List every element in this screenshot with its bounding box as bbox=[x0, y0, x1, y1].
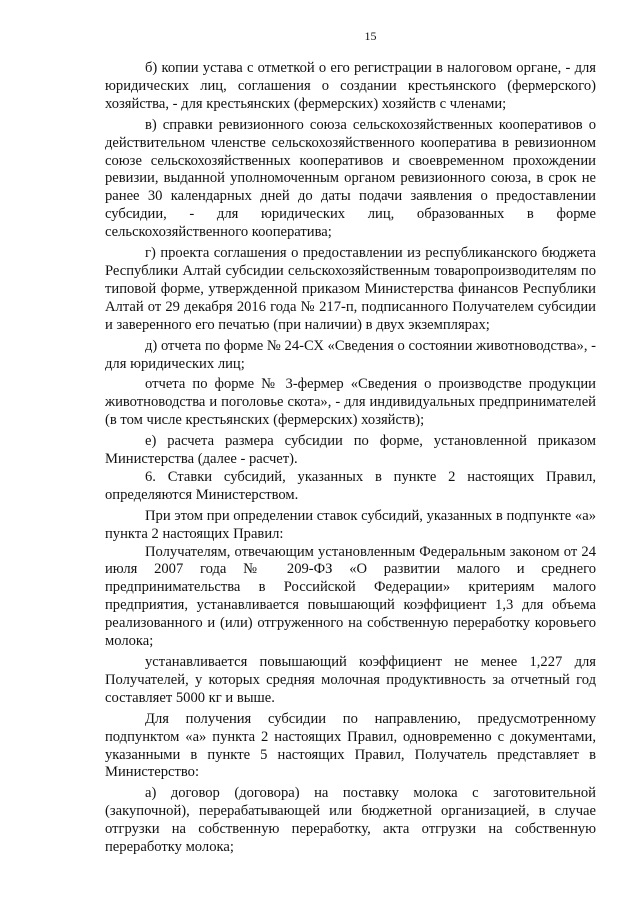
paragraph-b-charter: б) копии устава с отметкой о его регистрации в налоговом органе, - для юридических лиц, соглашения о создании крестьянского (фермерского) хозяйства, - для крестьянских (фермерских) хозяйств с членами; bbox=[105, 60, 596, 112]
paragraph-rates-determination: При этом при определении ставок субсидий, указанных в подпункте «а» пункта 2 настоящих Правил: bbox=[105, 507, 596, 542]
paragraph-documents-submission: Для получения субсидии по направлению, предусмотренному подпунктом «а» пункта 2 настоящих Правил, одновременно с документами, указанными в пункте 5 настоящих Правил, Получатель представляет в Министерство: bbox=[105, 710, 596, 781]
paragraph-small-enterprise-coefficient: Получателям, отвечающим установленным Федеральным законом от 24 июля 2007 года № 209-ФЗ «О развитии малого и среднего предпринимательства в Российской Федерации» критериям малого предприятия, устанавливается повышающий коэффициент 1,3 для объема реализованного и (или) отгруженного на собственную переработку коровьего молока; bbox=[105, 543, 596, 650]
paragraph-productivity-coefficient: устанавливается повышающий коэффициент не менее 1,227 для Получателей, у которых средняя молочная продуктивность за отчетный год составляет 5000 кг и выше. bbox=[105, 654, 596, 706]
page-number: 15 bbox=[364, 29, 377, 43]
paragraph-v-audit-certificate: в) справки ревизионного союза сельскохозяйственных кооперативов о действительном членстве сельскохозяйственного кооператива в ревизионном союзе сельскохозяйственных кооперативов и своевременном прохождении ревизии, выданной уполномоченным органом ревизионного союза, в срок не ранее 30 календарных дней до даты подачи заявления о предоставлении субсидии, - для юридических лиц, образованных в форме сельскохозяйственного кооператива; bbox=[105, 116, 596, 241]
paragraph-d-report-24sx: д) отчета по форме № 24-СХ «Сведения о состоянии животноводства», - для юридических лиц; bbox=[105, 337, 596, 372]
document-body bbox=[105, 60, 596, 857]
paragraph-g-agreement-draft: г) проекта соглашения о предоставлении из республиканского бюджета Республики Алтай субсидии сельскохозяйственным товаропроизводителям по типовой форме, утвержденной приказом Министерства финансов Республики Алтай от 29 декабря 2016 года № 217-п, подписанного Получателем субсидии и заверенного его печатью (при наличии) в двух экземплярах; bbox=[105, 245, 596, 333]
paragraph-6-rates: 6. Ставки субсидий, указанных в пункте 2 настоящих Правил, определяются Министерством. bbox=[105, 468, 596, 503]
paragraph-e-calculation: е) расчета размера субсидии по форме, установленной приказом Министерства (далее - расчет). bbox=[105, 433, 596, 468]
paragraph-report-3-farmer: отчета по форме № 3-фермер «Сведения о производстве продукции животноводства и поголовье скота», - для индивидуальных предпринимателей (в том числе крестьянских (фермерских) хозяйств); bbox=[105, 376, 596, 429]
paragraph-a-milk-contract: а) договор (договора) на поставку молока с заготовительной (закупочной), перерабатывающей или бюджетной организацией, в случае отгрузки на собственную переработку, акта отгрузки на собственную переработку молока; bbox=[105, 785, 596, 856]
